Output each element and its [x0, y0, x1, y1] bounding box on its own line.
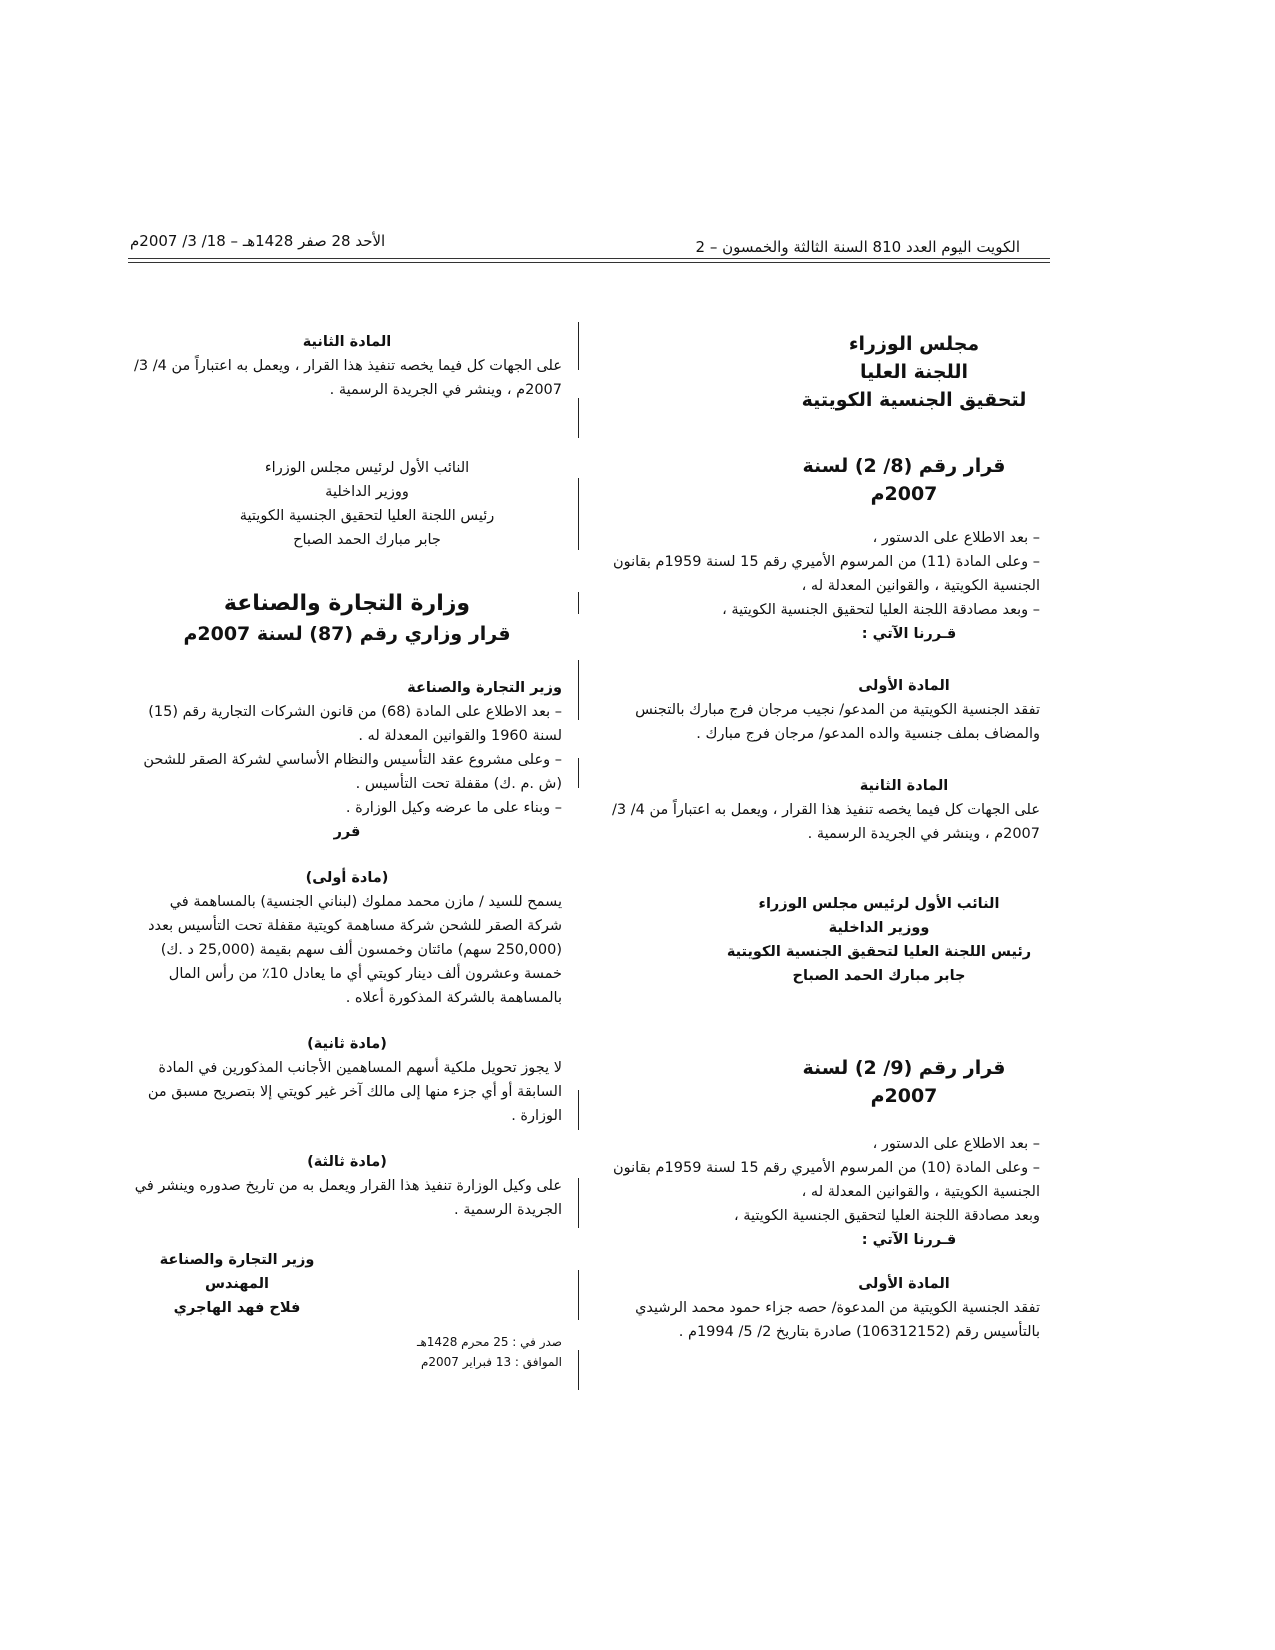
signature-line: جابر مبارك الحمد الصباح: [792, 968, 966, 984]
org-line: اللجنة العليا: [859, 361, 968, 383]
corresponding-date: الموافق : 13 فبراير 2007م: [420, 1355, 562, 1369]
decision-title: قرار وزاري رقم (87) لسنة 2007م: [183, 623, 511, 645]
org-line: مجلس الوزراء: [848, 333, 980, 355]
article-text: تفقد الجنسية الكويتية من المدعوة/ حصه جزاء حمود محمد الرشيدي بالتأسيس رقم (106312152) صادرة بتاريخ 2/ 5/ 1994م .: [635, 1300, 1040, 1340]
header-rule-bottom: [128, 262, 1050, 263]
signature-line: فلاح فهد الهاجري: [173, 1300, 301, 1316]
decided-line: قـررنا الآتي :: [861, 1232, 957, 1248]
signature-line: النائب الأول لرئيس مجلس الوزراء: [758, 896, 1000, 912]
column-divider: [578, 1350, 579, 1390]
preamble-line: – بعد الاطلاع على الدستور ،: [872, 530, 1040, 546]
header-rule-top: [128, 258, 1050, 259]
left-column: [132, 330, 562, 1372]
preamble-line: وبعد مصادقة اللجنة العليا لتحقيق الجنسية الكويتية ،: [733, 1208, 1040, 1224]
article-title: المادة الأولى: [858, 678, 950, 694]
article-text: على وكيل الوزارة تنفيذ هذا القرار ويعمل به من تاريخ صدوره وينشر في الجريدة الرسمية .: [134, 1178, 562, 1218]
article-text: لا يجوز تحويل ملكية أسهم المساهمين الأجانب المذكورين في المادة السابقة أو أي جزء منها إلى مالك آخر غير كويتي إلا بتصريح مسبق من الوزارة .: [147, 1060, 562, 1124]
column-divider: [578, 758, 579, 788]
article-title: (مادة ثالثة): [307, 1154, 387, 1170]
preamble-line: – وعلى مشروع عقد التأسيس والنظام الأساسي لشركة الصقر للشحن (ش .م .ك) مقفلة تحت التأسيس .: [143, 752, 562, 792]
minister-heading: وزير التجارة والصناعة: [407, 680, 562, 696]
preamble-line: – وعلى المادة (10) من المرسوم الأميري رقم 15 لسنة 1959م بقانون الجنسية الكويتية ، والقوانين المعدلة له ،: [612, 1160, 1040, 1200]
article-text: يسمح للسيد / مازن محمد مملوك (لبناني الجنسية) بالمساهمة في شركة الصقر للشحن شركة مساهمة كويتية مقفلة تحت التأسيس بعدد (250,000 سهم) مائتان وخمسون ألف سهم بقيمة (25,000 د .ك) خمسة وعشرون ألف دينار كويتي أي ما يعادل 10٪ من رأس المال بالمساهمة بالشركة المذكورة أعلاه .: [148, 894, 562, 1006]
article-text: على الجهات كل فيما يخصه تنفيذ هذا القرار ، ويعمل به اعتباراً من 4/ 3/ 2007م ، وينشر في الجريدة الرسمية .: [133, 358, 562, 398]
decided-line: قـررنا الآتي :: [861, 626, 957, 642]
signature-line: المهندس: [204, 1276, 269, 1292]
signature-line: وزير التجارة والصناعة: [159, 1252, 315, 1268]
decision-title: قرار رقم (9/ 2) لسنة 2007م: [802, 1057, 1006, 1107]
page-header-right: الكويت اليوم العدد 810 السنة الثالثة والخمسون – 2: [695, 238, 1020, 256]
column-divider: [578, 1090, 579, 1130]
page-header-left: الأحد 28 صفر 1428هـ – 18/ 3/ 2007م: [130, 232, 386, 250]
signature-line: ووزير الداخلية: [325, 484, 409, 500]
column-divider: [578, 1178, 579, 1228]
signature-line: رئيس اللجنة العليا لتحقيق الجنسية الكويتية: [726, 944, 1032, 960]
article-title: المادة الثانية: [859, 778, 949, 794]
article-title: (مادة أولى): [305, 870, 389, 886]
column-divider: [578, 592, 579, 614]
article-text: تفقد الجنسية الكويتية من المدعو/ نجيب مرجان فرج مبارك بالتجنس والمضاف بملف جنسية والده المدعو/ مرجان فرج مبارك .: [635, 702, 1040, 742]
column-divider: [578, 478, 579, 550]
preamble-line: – وبعد مصادقة اللجنة العليا لتحقيق الجنسية الكويتية ،: [722, 602, 1040, 618]
preamble-line: – بعد الاطلاع على الدستور ،: [872, 1136, 1040, 1152]
column-divider: [578, 398, 579, 438]
preamble-line: – وبناء على ما عرضه وكيل الوزارة .: [345, 800, 562, 816]
article-title: المادة الثانية: [302, 334, 392, 350]
article-text: على الجهات كل فيما يخصه تنفيذ هذا القرار ، ويعمل به اعتباراً من 4/ 3/ 2007م ، وينشر في الجريدة الرسمية .: [611, 802, 1040, 842]
ministry-title: وزارة التجارة والصناعة: [223, 591, 471, 616]
issued-date: صدر في : 25 محرم 1428هـ: [416, 1335, 562, 1349]
decision-title: قرار رقم (8/ 2) لسنة 2007م: [802, 455, 1006, 505]
right-column: [598, 330, 1040, 1344]
signature-line: رئيس اللجنة العليا لتحقيق الجنسية الكويتية: [239, 508, 495, 524]
column-divider: [578, 322, 579, 370]
signature-line: النائب الأول لرئيس مجلس الوزراء: [264, 460, 470, 476]
article-title: (مادة ثانية): [307, 1036, 387, 1052]
article-title: المادة الأولى: [858, 1276, 950, 1292]
decided-line: قرر: [333, 824, 361, 840]
preamble-line: – بعد الاطلاع على المادة (68) من قانون الشركات التجارية رقم (15) لسنة 1960 والقوانين المعدلة له .: [148, 704, 562, 744]
column-divider: [578, 1270, 579, 1320]
column-divider: [578, 660, 579, 720]
signature-line: جابر مبارك الحمد الصباح: [293, 532, 441, 548]
preamble-line: – وعلى المادة (11) من المرسوم الأميري رقم 15 لسنة 1959م بقانون الجنسية الكويتية ، والقوانين المعدلة له ،: [612, 554, 1040, 594]
org-line: لتحقيق الجنسية الكويتية: [801, 389, 1027, 411]
signature-line: ووزير الداخلية: [828, 920, 930, 936]
